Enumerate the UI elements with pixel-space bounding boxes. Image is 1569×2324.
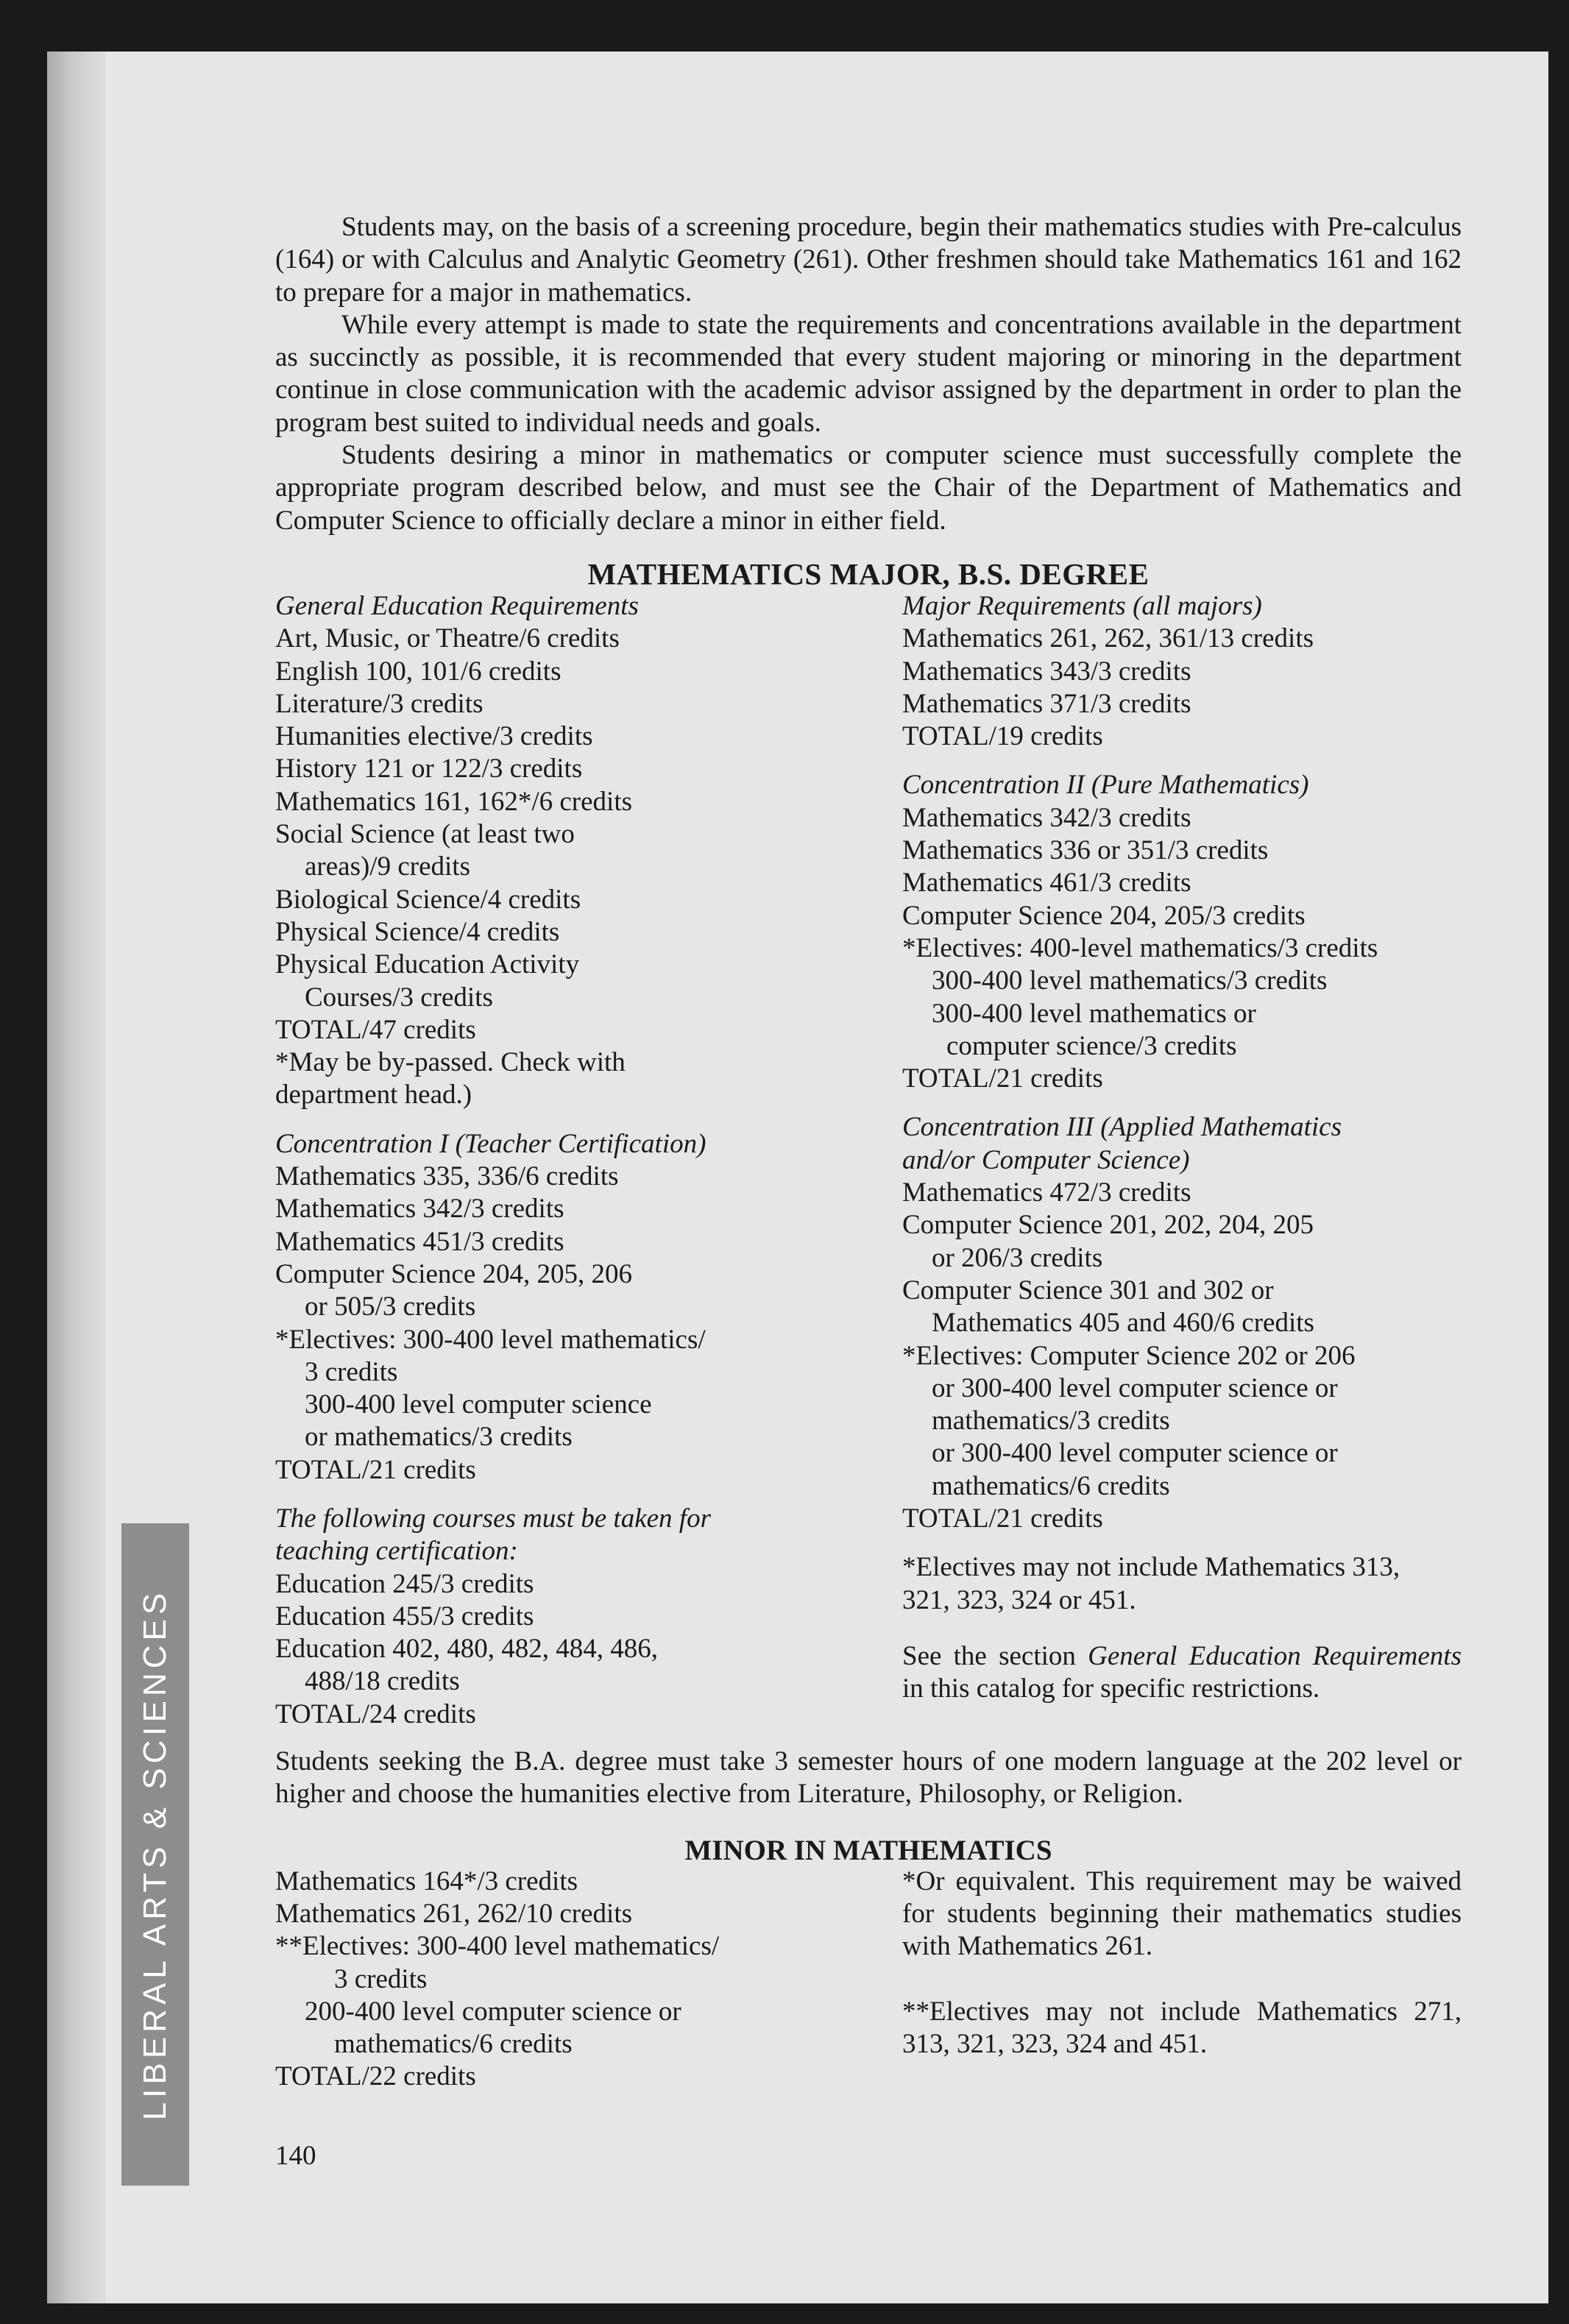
gen-ed-line: Art, Music, or Theatre/6 credits — [275, 623, 620, 654]
conc3-line: or 206/3 credits — [932, 1242, 1103, 1273]
conc3-line: or 300-400 level computer science or — [932, 1438, 1338, 1469]
gen-ed-line: Biological Science/4 credits — [275, 884, 581, 915]
minor-right-column — [902, 1866, 1462, 2094]
conc2-line: 300-400 level mathematics or — [932, 998, 1256, 1029]
minor-note-1: *Or equivalent. This requirement may be waived for students beginning their mathematics studies with Mathematics 261. — [902, 1866, 1462, 1962]
major-req-line: Mathematics 261, 262, 361/13 credits — [902, 623, 1314, 654]
gen-ed-line: Courses/3 credits — [305, 982, 493, 1013]
page-edge-shading — [47, 52, 106, 2303]
conc2-line: 300-400 level mathematics/3 credits — [932, 966, 1328, 996]
conc2-line: Computer Science 204, 205/3 credits — [902, 900, 1306, 931]
conc3-line: *Electives: Computer Science 202 or 206 — [902, 1340, 1356, 1371]
minor-line: 3 credits — [334, 1963, 428, 1994]
teaching-line: Education 245/3 credits — [275, 1568, 534, 1599]
major-req-line: Mathematics 343/3 credits — [902, 656, 1191, 687]
minor-line: mathematics/6 credits — [334, 2029, 573, 2060]
conc3-line: Mathematics 405 and 460/6 credits — [932, 1308, 1314, 1339]
minor-line: Mathematics 164*/3 credits — [275, 1866, 578, 1896]
major-req-total: TOTAL/19 credits — [902, 721, 1103, 752]
minor-columns — [275, 1866, 1462, 2094]
intro-paragraph-3: Students desiring a minor in mathematics or computer science must successfully complete the appropriate program described below, and must see the Chair of the Department of Mathematics and Computer Science to officially declare a minor in either field. — [275, 440, 1462, 536]
gen-ed-line: Physical Education Activity — [275, 949, 580, 980]
conc2-total: TOTAL/21 credits — [902, 1063, 1103, 1094]
conc2-line: Mathematics 336 or 351/3 credits — [902, 835, 1269, 866]
major-columns — [275, 590, 1462, 1731]
conc1-total: TOTAL/21 credits — [275, 1454, 476, 1485]
minor-total: TOTAL/22 credits — [275, 2061, 476, 2092]
conc3-line: mathematics/3 credits — [932, 1406, 1170, 1436]
major-heading: MATHEMATICS MAJOR, B.S. DEGREE — [587, 556, 1150, 591]
ba-degree-note: Students seeking the B.A. degree must take 3 semester hours of one modern language at the 202 level or higher and choose the humanities elective from Literature, Philosophy, or Religion. — [275, 1746, 1462, 1810]
major-req-line: Mathematics 371/3 credits — [902, 688, 1191, 719]
teaching-line: Education 402, 480, 482, 484, 486, — [275, 1634, 659, 1665]
minor-line: **Electives: 300-400 level mathematics/ — [275, 1931, 720, 1962]
conc1-line: Mathematics 451/3 credits — [275, 1226, 564, 1257]
conc3-title: Concentration III (Applied Mathematics — [902, 1112, 1342, 1143]
left-column — [275, 590, 790, 1731]
right-column — [902, 590, 1462, 1731]
conc2-line: Mathematics 461/3 credits — [902, 868, 1191, 899]
gen-ed-line: English 100, 101/6 credits — [275, 656, 562, 687]
conc2-line: computer science/3 credits — [946, 1030, 1237, 1061]
gen-ed-line: Mathematics 161, 162*/6 credits — [275, 786, 633, 817]
conc1-title: Concentration I (Teacher Certification) — [275, 1128, 706, 1159]
conc2-line: *Electives: 400-level mathematics/3 credits — [902, 932, 1378, 963]
conc3-line: Computer Science 201, 202, 204, 205 — [902, 1210, 1314, 1241]
minor-heading: MINOR IN MATHEMATICS — [684, 1834, 1052, 1866]
sidebar-label: LIBERAL ARTS & SCIENCES — [137, 1588, 173, 2121]
conc1-line: Mathematics 342/3 credits — [275, 1194, 564, 1225]
teaching-title: teaching certification: — [275, 1536, 518, 1567]
gen-ed-footnote: *May be by-passed. Check with — [275, 1047, 626, 1078]
conc3-line: Computer Science 301 and 302 or — [902, 1275, 1274, 1306]
conc3-line: Mathematics 472/3 credits — [902, 1177, 1191, 1208]
conc3-title: and/or Computer Science) — [902, 1144, 1190, 1175]
intro-paragraph-2: While every attempt is made to state the requirements and concentrations available in the department as succinctly as possible, it is recommended that every student majoring or minoring in the department continue in close communication with the academic advisor assigned by the department in order to plan the program best suited to individual needs and goals. — [275, 309, 1462, 438]
conc1-line: *Electives: 300-400 level mathematics/ — [275, 1324, 706, 1355]
conc2-title: Concentration II (Pure Mathematics) — [902, 770, 1309, 801]
minor-line: 200-400 level computer science or — [305, 1996, 681, 2027]
gen-ed-footnote: department head.) — [275, 1080, 472, 1110]
conc3-line: or 300-400 level computer science or — [932, 1372, 1338, 1403]
conc1-line: Mathematics 335, 336/6 credits — [275, 1161, 619, 1192]
minor-left-column — [275, 1866, 790, 2094]
see-section-note: See the section General Education Requirements in this catalog for specific restrictions. — [902, 1640, 1462, 1704]
teaching-line: 488/18 credits — [305, 1666, 460, 1697]
minor-note-2: **Electives may not include Mathematics 271, 313, 321, 323, 324 and 451. — [902, 1996, 1462, 2059]
major-req-title: Major Requirements (all majors) — [902, 590, 1262, 621]
conc1-line: 300-400 level computer science — [305, 1389, 652, 1420]
conc1-line: or 505/3 credits — [305, 1292, 476, 1322]
conc3-note: 321, 323, 324 or 451. — [902, 1584, 1136, 1615]
gen-ed-line: areas)/9 credits — [305, 851, 470, 882]
gen-ed-title: General Education Requirements — [275, 590, 639, 621]
conc3-note: *Electives may not include Mathematics 313, — [902, 1552, 1400, 1583]
gen-ed-total: TOTAL/47 credits — [275, 1014, 476, 1045]
conc2-line: Mathematics 342/3 credits — [902, 802, 1191, 833]
teaching-total: TOTAL/24 credits — [275, 1698, 476, 1729]
conc3-line: mathematics/6 credits — [932, 1470, 1170, 1501]
conc1-line: Computer Science 204, 205, 206 — [275, 1258, 633, 1289]
minor-line: Mathematics 261, 262/10 credits — [275, 1898, 633, 1929]
gen-ed-line: Humanities elective/3 credits — [275, 721, 593, 752]
conc3-total: TOTAL/21 credits — [902, 1503, 1103, 1534]
intro-paragraph-1: Students may, on the basis of a screening procedure, begin their mathematics studies with Pre-calculus (164) or with Calculus and Analytic Geometry (261). Other freshmen should take Mathematics 161 and 162 to prepare for a major in mathematics. — [275, 212, 1462, 308]
teaching-line: Education 455/3 credits — [275, 1601, 534, 1632]
conc1-line: 3 credits — [305, 1356, 398, 1387]
gen-ed-line: Social Science (at least two — [275, 819, 575, 850]
teaching-title: The following courses must be taken for — [275, 1503, 711, 1534]
gen-ed-line: Literature/3 credits — [275, 688, 484, 719]
gen-ed-line: Physical Science/4 credits — [275, 916, 560, 947]
conc1-line: or mathematics/3 credits — [305, 1422, 573, 1453]
page-number: 140 — [275, 2141, 316, 2171]
gen-ed-line: History 121 or 122/3 credits — [275, 754, 583, 784]
page-content — [275, 211, 1462, 2094]
